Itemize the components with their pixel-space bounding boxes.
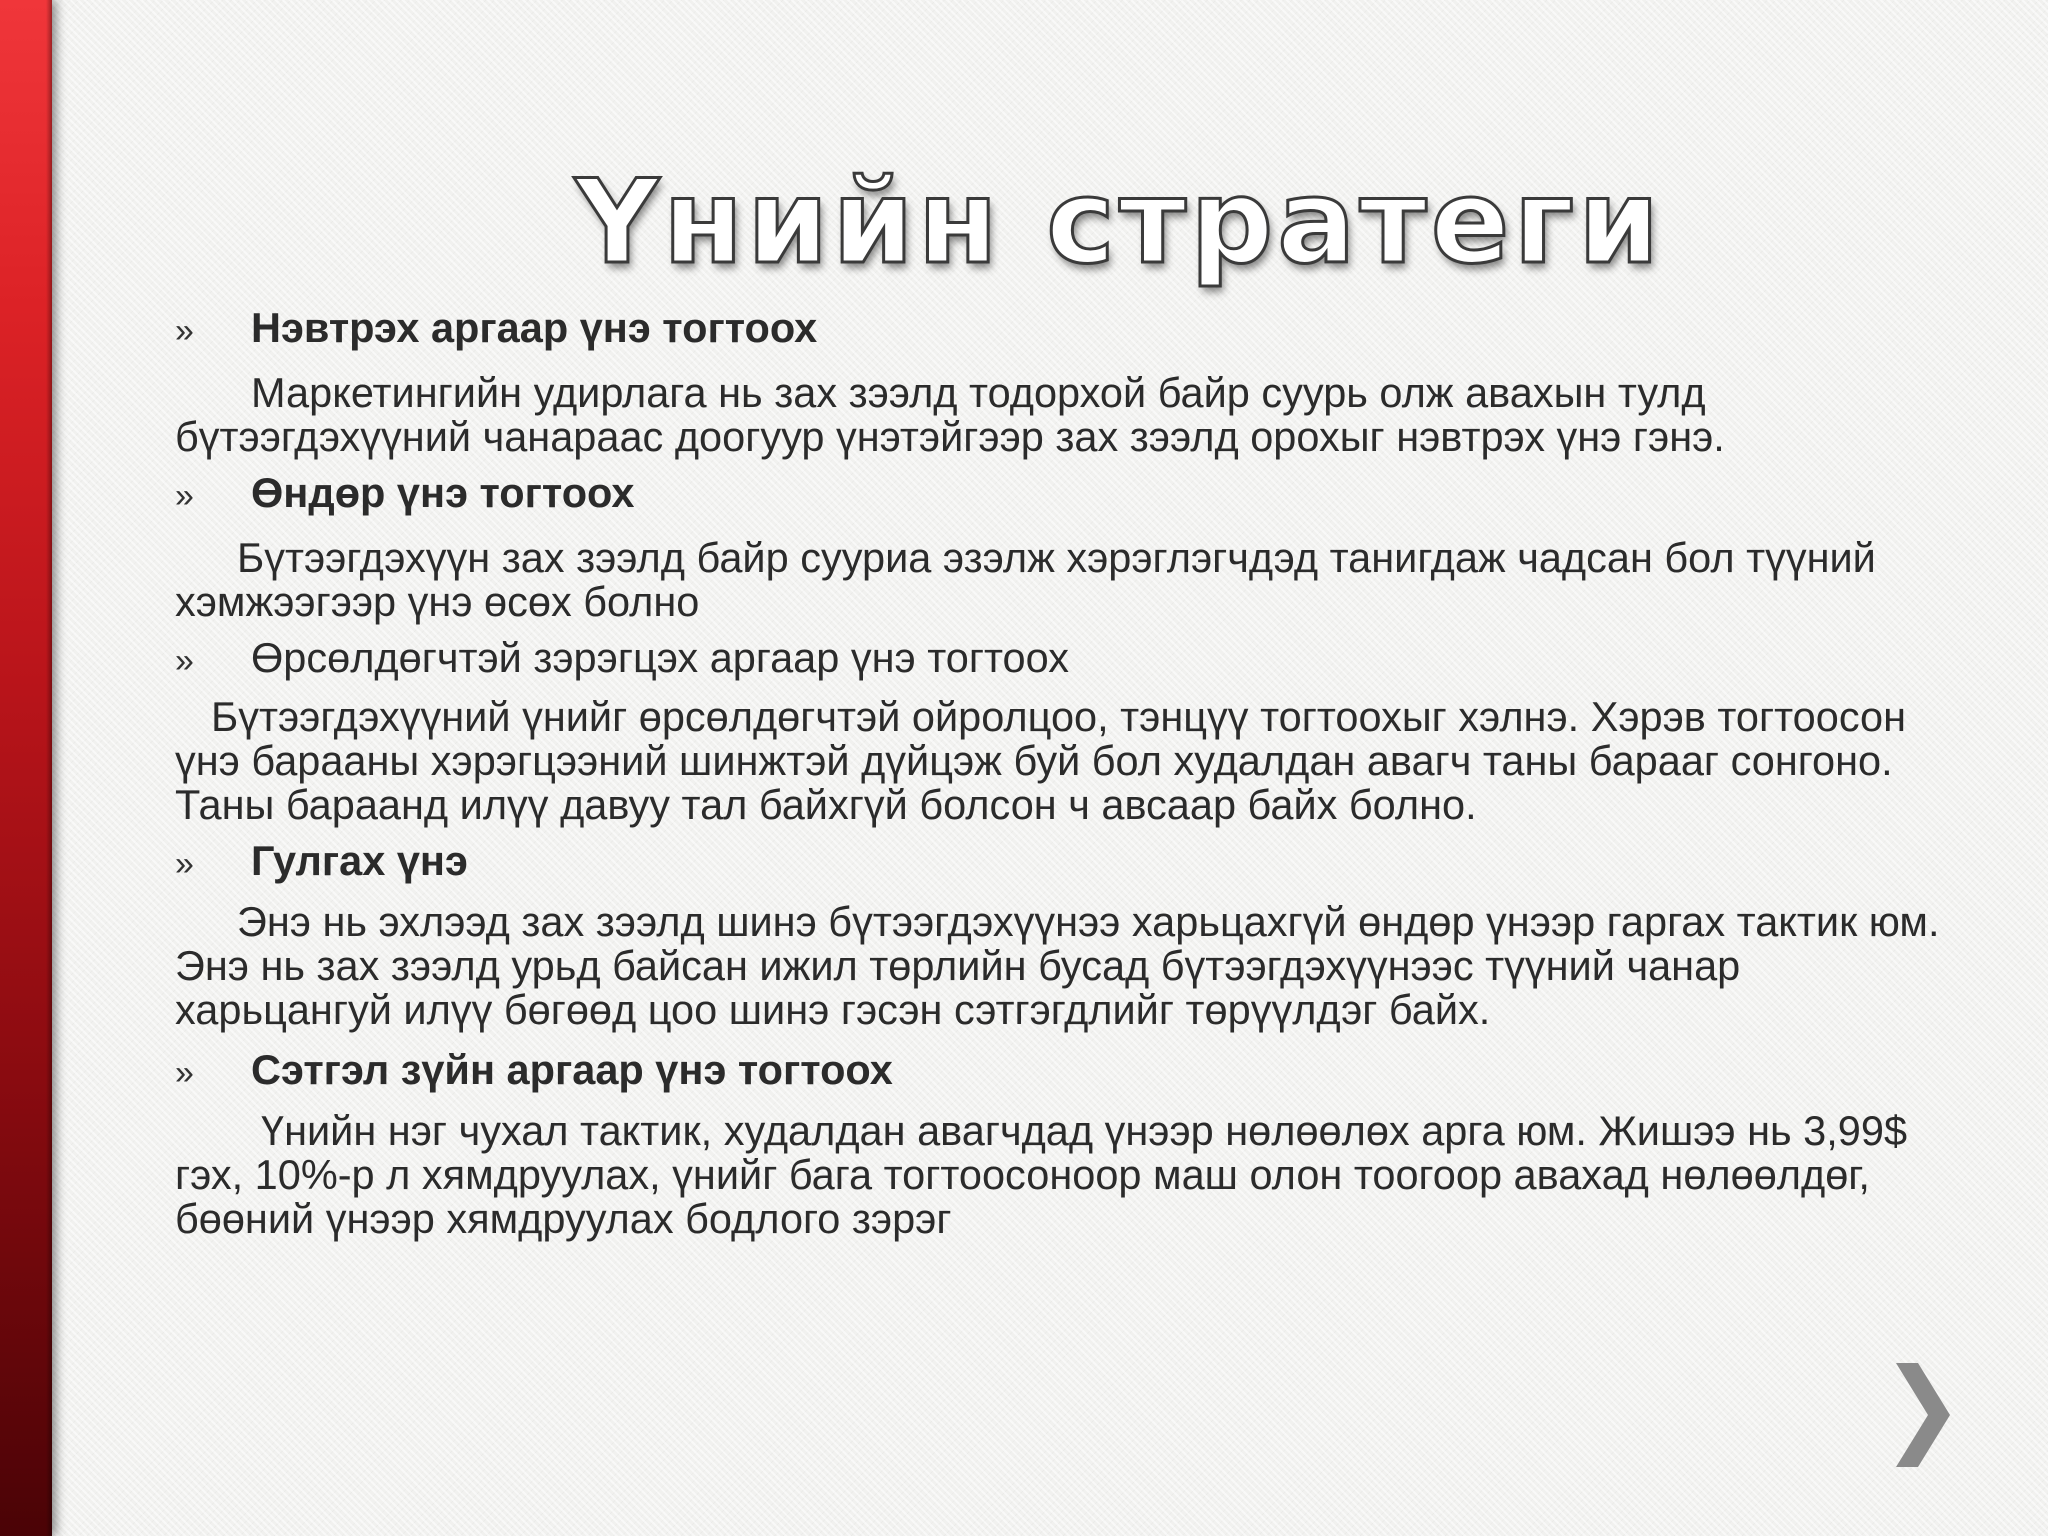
bullet-marker: » (175, 477, 194, 515)
section-text-skimming: Энэ нь эхлээд зах зээлд шинэ бүтээгдэхүүнээ харьцахгүй өндөр үнээр гаргах тактик юм. Энэ нь зах зээлд урьд байсан ижил төрлийн бусад бүтээгдэхүүнээс түүний чанар харьцангуй илүү бөгөөд цоо шинэ гэсэн сэтгэгдлийг төрүүлдэг байх. (175, 898, 1940, 1033)
section-heading-competitor (175, 636, 1965, 683)
heading-text: Өрсөлдөгчтэй зэрэгцэх аргаар үнэ тогтоох (251, 634, 1069, 681)
bullet-marker: » (175, 1054, 194, 1092)
section-heading-skimming (175, 839, 1965, 886)
bullet-marker: » (175, 642, 194, 680)
section-text-penetration: Маркетингийн удирлага нь зах зээлд тодорхой байр суурь олж авахын тулд бүтээгдэхүүний чанараас доогуур үнэтэйгээр зах зээлд орохыг нэвтрэх үнэ гэнэ. (175, 369, 1725, 460)
heading-text: Өндөр үнэ тогтоох (251, 469, 635, 516)
section-heading-penetration (175, 306, 1965, 353)
section-heading-psychological (175, 1048, 1965, 1095)
section-heading-high-price (175, 471, 1965, 518)
heading-text: Гулгах үнэ (251, 837, 468, 884)
section-text-psychological: Үнийн нэг чухал тактик, худалдан авагчдад үнээр нөлөөлөх арга юм. Жишээ нь 3,99$ гэх, 10%-р л хямдруулах, үнийг бага тогтоосоноор маш олон тоогоор авахад нөлөөлдөг, бөөний үнээр хямдруулах бодлого зэрэг (175, 1107, 1908, 1242)
slide-content (175, 306, 1965, 1241)
section-text-competitor: Бүтээгдэхүүний үнийг өрсөлдөгчтэй ойролцоо, тэнцүү тогтоохыг хэлнэ. Хэрэв тогтоосон үнэ барааны хэрэгцээний шинжтэй дүйцэж буй бол худалдан авагч таны барааг сонгоно. Таны бараанд илүү давуу тал байхгүй болсон ч авсаар байх болно. (175, 693, 1907, 828)
heading-text: Нэвтрэх аргаар үнэ тогтоох (251, 304, 818, 351)
bullet-marker: » (175, 845, 194, 883)
next-slide-button[interactable] (1888, 1355, 1958, 1475)
section-text-high-price: Бүтээгдэхүүн зах зээлд байр сууриа эзэлж хэрэглэгчдэд танигдаж чадсан бол түүний хэмжээгээр үнэ өсөх болно (175, 534, 1876, 625)
bullet-marker: » (175, 312, 194, 350)
chevron-right-icon (1888, 1355, 1958, 1475)
heading-text: Сэтгэл зүйн аргаар үнэ тогтоох (251, 1046, 893, 1093)
slide-title: Үнийн стратеги (575, 155, 1664, 290)
red-side-bar (0, 0, 52, 1536)
